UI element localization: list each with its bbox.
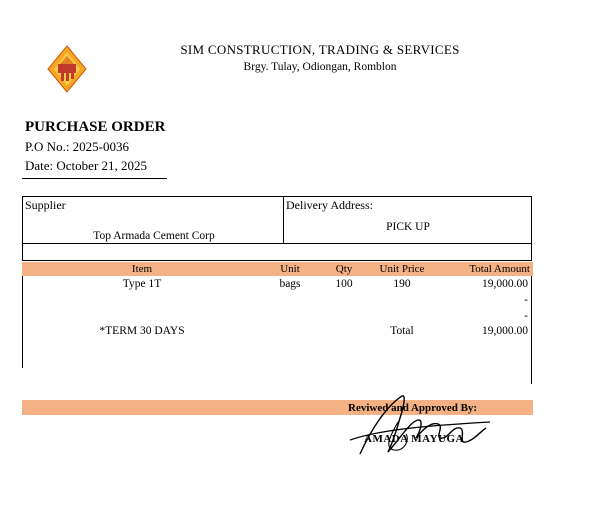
total-label: Total [390, 325, 414, 337]
table-right-border [531, 276, 532, 384]
company-address: Brgy. Tulay, Odiongan, Romblon [243, 61, 397, 73]
supplier-name: Top Armada Cement Corp [93, 230, 215, 242]
table-left-border [22, 276, 23, 368]
empty-amount-dash: - [524, 310, 528, 322]
delivery-address-label: Delivery Address: [286, 198, 373, 212]
delivery-address-value: PICK UP [386, 221, 430, 233]
company-name: SIM CONSTRUCTION, TRADING & SERVICES [180, 42, 460, 57]
row-unit: bags [279, 278, 301, 290]
terms-note: *TERM 30 DAYS [99, 325, 185, 337]
po-date: Date: October 21, 2025 [25, 158, 148, 173]
column-header-total-amount: Total Amount [469, 263, 530, 275]
row-amount: 19,000.00 [482, 278, 528, 290]
column-header-item: Item [131, 263, 153, 275]
date-underline [22, 178, 167, 179]
supplier-label: Supplier [25, 198, 66, 212]
approved-by-label: Reviwed and Approved By: [348, 402, 478, 414]
signature-icon [340, 392, 500, 464]
approver-name: AMADA MAYUGA [364, 433, 465, 445]
spacer-frame [22, 244, 532, 261]
row-qty: 100 [335, 278, 353, 290]
column-header-unit: Unit [280, 263, 300, 275]
po-number: P.O No.: 2025-0036 [25, 139, 130, 154]
document-title: PURCHASE ORDER [25, 119, 166, 135]
column-header-unit-price: Unit Price [379, 263, 425, 275]
empty-amount-dash: - [524, 294, 528, 306]
column-header-qty: Qty [335, 263, 353, 275]
total-value: 19,000.00 [482, 325, 528, 337]
company-logo-icon [46, 44, 88, 94]
row-item: Type 1T [122, 278, 162, 290]
row-unit-price: 190 [393, 278, 411, 290]
